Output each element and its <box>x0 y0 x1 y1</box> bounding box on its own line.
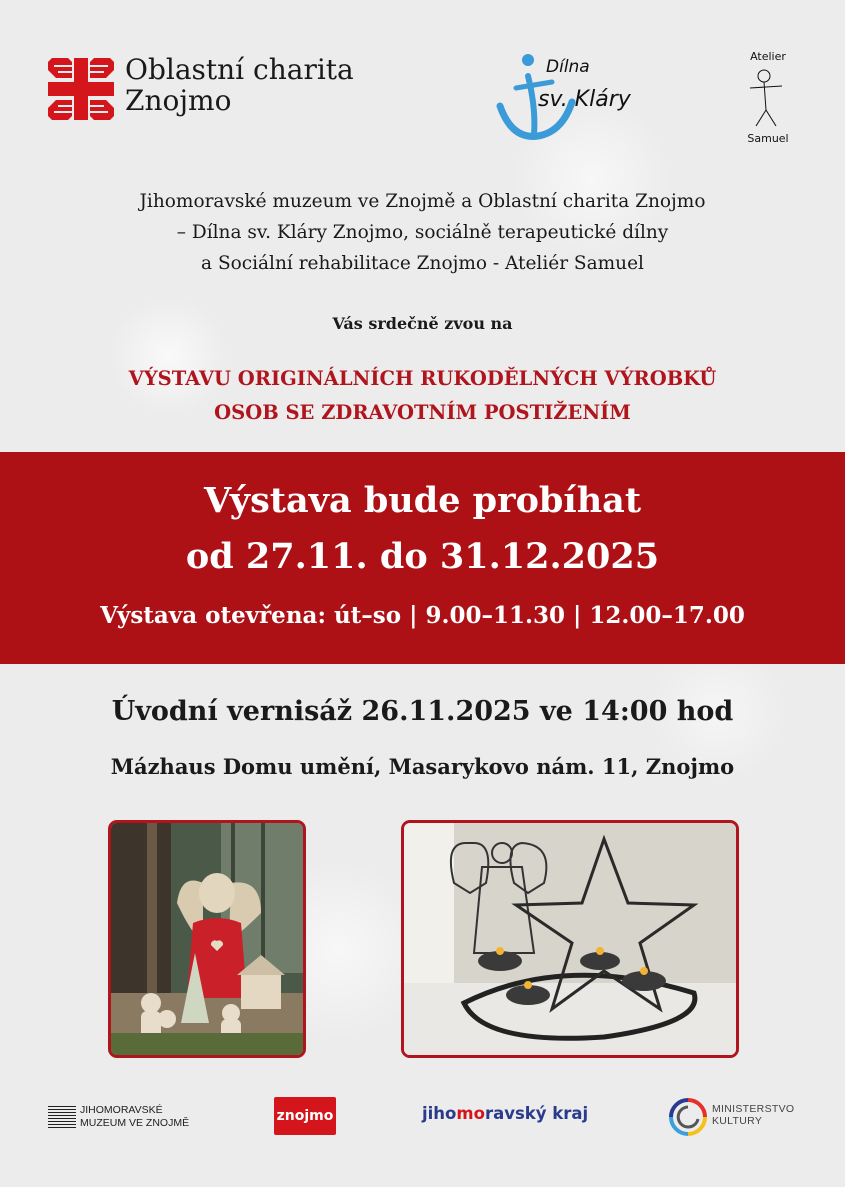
znojmo-logo: znojmo <box>274 1097 336 1135</box>
caritas-name <box>125 54 354 116</box>
stick-figure-icon <box>738 48 798 148</box>
dates-banner <box>0 452 845 664</box>
wire-candles-image <box>404 823 736 1055</box>
dilna-logo-line1: Dílna <box>546 57 590 77</box>
mk-logo-line2: KULTURY <box>712 1115 763 1127</box>
dilna-logo <box>494 48 654 148</box>
atelier-samuel-logo <box>738 48 798 148</box>
muzeum-lines-icon <box>48 1106 76 1130</box>
angel-decorations-image <box>111 823 303 1055</box>
caritas-logo <box>48 58 114 124</box>
organizers-line1: Jihomoravské muzeum ve Znojmě a Oblastní charita Znojmo <box>139 191 706 212</box>
banner-opening-hours: Výstava otevřena: út–so | 9.00–11.30 | 12.00–17.00 <box>100 602 745 629</box>
banner-dates: od 27.11. do 31.12.2025 <box>185 536 660 577</box>
organizers-text <box>0 186 845 279</box>
banner-line1: Výstava bude probíhat <box>204 480 641 521</box>
muzeum-logo-line2: MUZEUM VE ZNOJMĚ <box>80 1117 190 1129</box>
caritas-cross-icon <box>48 58 114 120</box>
ministerstvo-kultury-logo <box>668 1097 808 1137</box>
mk-logo-line1: MINISTERSTVO <box>712 1103 795 1115</box>
invite-text: Vás srdečně zvou na <box>332 314 513 333</box>
venue-text: Mázhaus Domu umění, Masarykovo nám. 11, Znojmo <box>110 754 735 779</box>
ministerstvo-kultury-text <box>712 1103 794 1127</box>
jmk-logo-suffix: ravský kraj <box>484 1104 589 1123</box>
vernissage-text: Úvodní vernisáž 26.11.2025 ve 14:00 hod <box>111 696 734 727</box>
photo-wire-candle-holders <box>401 820 739 1058</box>
exhibition-title-line2: OSOB SE ZDRAVOTNÍM POSTIŽENÍM <box>214 401 631 424</box>
atelier-logo-line1: Atelier <box>750 50 786 63</box>
organizers-line2: – Dílna sv. Kláry Znojmo, sociálně terapeutické dílny <box>176 222 669 243</box>
caritas-name-line1: Oblastní charita <box>125 53 354 86</box>
jihomoravsky-kraj-logo <box>422 1104 588 1123</box>
muzeum-logo-line1: JIHOMORAVSKÉ <box>80 1104 163 1116</box>
dilna-logo-line2: sv. Kláry <box>538 87 631 112</box>
muzeum-logo-text <box>80 1104 189 1130</box>
organizers-line3: a Sociální rehabilitace Znojmo - Ateliér Samuel <box>201 253 644 274</box>
jmk-logo-prefix: jiho <box>422 1104 457 1123</box>
caritas-name-line2: Znojmo <box>125 84 232 117</box>
jihomoravske-muzeum-logo <box>48 1104 208 1134</box>
photo-angel-decorations <box>108 820 306 1058</box>
atelier-logo-line2: Samuel <box>747 132 789 145</box>
jmk-logo-accent: mo <box>456 1104 485 1123</box>
dilna-anchor-icon <box>494 48 654 144</box>
exhibition-title <box>0 362 845 430</box>
exhibition-title-line1: VÝSTAVU ORIGINÁLNÍCH RUKODĚLNÝCH VÝROBKŮ <box>128 367 717 390</box>
ministerstvo-circle-icon <box>668 1097 708 1137</box>
